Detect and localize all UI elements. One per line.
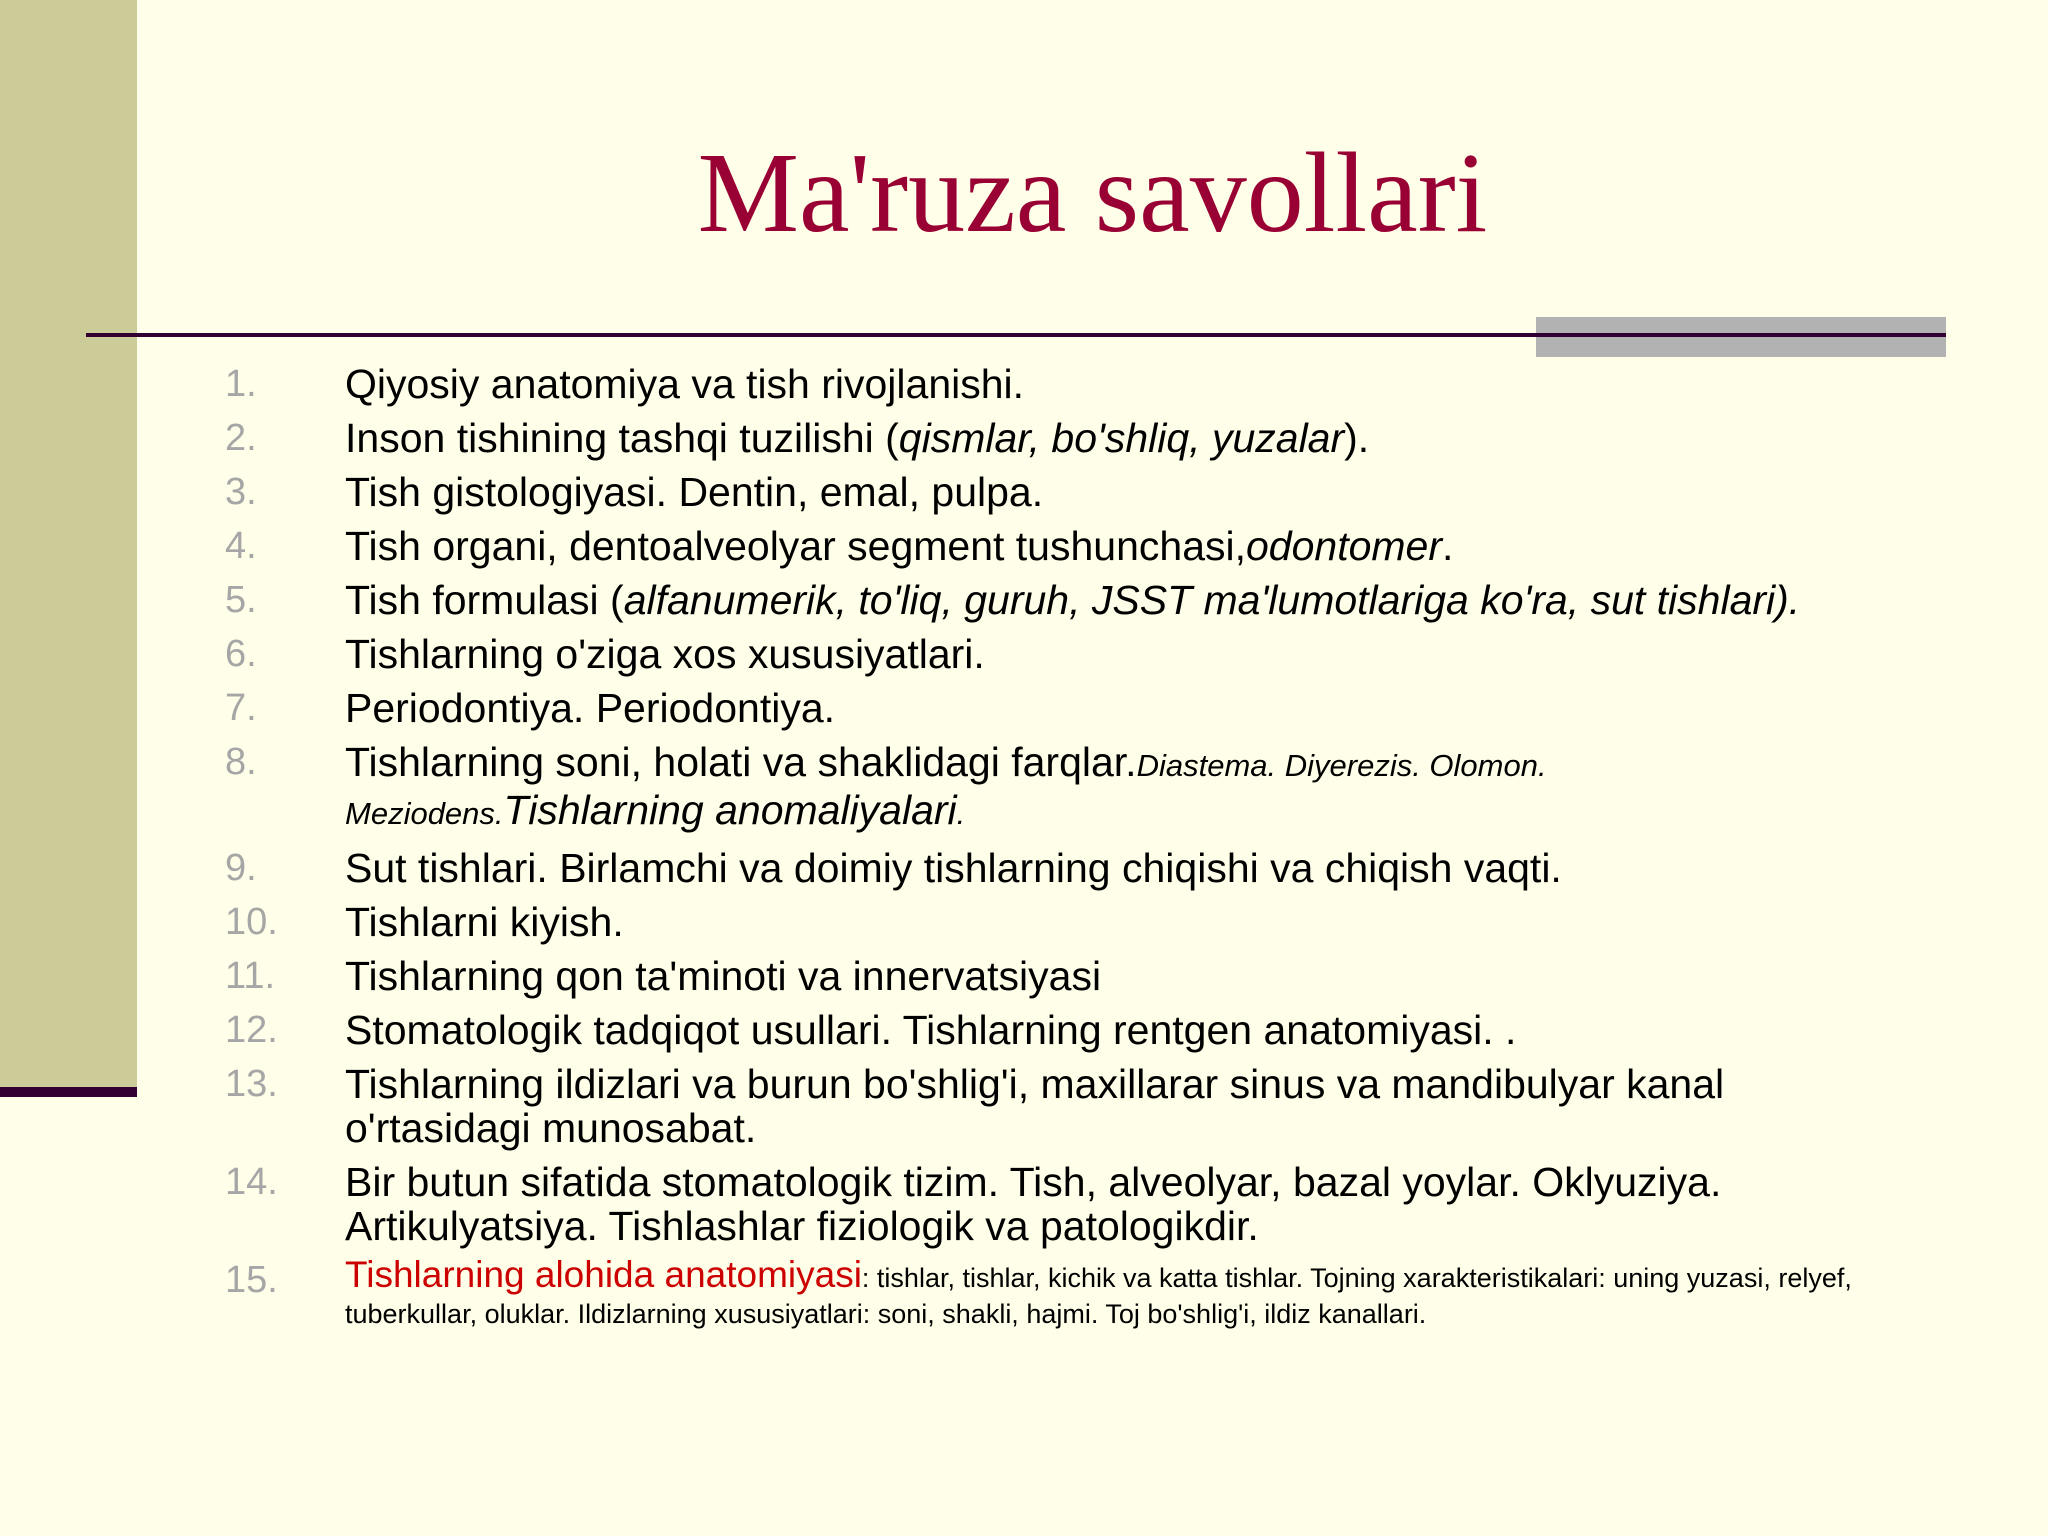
question-text: Tishlarning qon ta'minoti va innervatsiyasi <box>345 953 1102 999</box>
question-number: 9. <box>225 847 257 889</box>
question-item-1 <box>0 362 2048 406</box>
question-text: Stomatologik tadqiqot usullari. Tishlarning rentgen anatomiyasi. . <box>345 1007 1517 1053</box>
question-number: 11. <box>225 955 276 997</box>
question-number: 13. <box>225 1063 278 1105</box>
question-item-14 <box>0 1160 2048 1248</box>
question-item-15 <box>0 1254 2048 1330</box>
question-number: 3. <box>225 471 257 513</box>
question-text: Tish formulasi ( <box>345 577 624 623</box>
question-text: Tish organi, dentoalveolyar segment tushunchasi, <box>345 523 1246 569</box>
question-text: Periodontiya. Periodontiya. <box>345 685 836 731</box>
question-text-end: . <box>956 796 966 831</box>
divider-accent-line <box>1536 333 1946 337</box>
question-highlight-text: Tishlarning alohida anatomiyasi <box>345 1254 862 1295</box>
question-number: 8. <box>225 741 257 783</box>
question-text: Inson tishining tashqi tuzilishi ( <box>345 415 899 461</box>
question-small-italic-text: Diastema. Diyerezis. Olomon. Meziodens. <box>345 748 1547 831</box>
question-text: Tish gistologiyasi. Dentin, emal, pulpa. <box>345 469 1044 515</box>
slide-title: Ma'ruza savollari <box>697 129 1488 256</box>
question-italic-text: alfanumerik, to'liq, guruh, JSST ma'lumotlariga ko'ra, sut tishlari). <box>623 577 1801 623</box>
question-item-6 <box>0 632 2048 676</box>
question-italic-text: qismlar, bo'shliq, yuzalar <box>898 415 1345 461</box>
question-text: Tishlarning ildizlari va burun bo'shlig'i, maxillarar sinus va mandibulyar kanal o'rtasidagi munosabat. <box>345 1061 1725 1151</box>
question-list <box>0 362 2048 1340</box>
question-number: 14. <box>225 1161 278 1203</box>
question-text: Tishlarning soni, holati va shaklidagi farqlar. <box>345 739 1137 785</box>
question-item-4 <box>0 524 2048 568</box>
question-item-8 <box>0 740 2048 836</box>
question-text: Bir butun sifatida stomatologik tizim. Tish, alveolyar, bazal yoylar. Oklyuziya. Artikulyatsiya. Tishlashlar fiziologik va patologikdir. <box>345 1159 1722 1249</box>
question-text: Tishlarni kiyish. <box>345 899 624 945</box>
question-item-5 <box>0 578 2048 622</box>
question-text: Sut tishlari. Birlamchi va doimiy tishlarning chiqishi va chiqish vaqti. <box>345 845 1562 891</box>
question-item-12 <box>0 1008 2048 1052</box>
question-number: 2. <box>225 417 257 459</box>
question-number: 15. <box>225 1259 278 1301</box>
question-number: 1. <box>225 363 257 405</box>
question-italic-text: odontomer <box>1246 523 1443 569</box>
question-number: 12. <box>225 1009 278 1051</box>
question-number: 10. <box>225 901 278 943</box>
question-number: 5. <box>225 579 257 621</box>
divider-accent-block <box>1536 317 1946 357</box>
question-item-2 <box>0 416 2048 460</box>
question-number: 7. <box>225 687 257 729</box>
question-number: 6. <box>225 633 257 675</box>
question-item-3 <box>0 470 2048 514</box>
question-italic-text: Tishlarning anomaliyalari <box>503 787 957 833</box>
question-text-end: ). <box>1344 415 1370 461</box>
question-text: Tishlarning o'ziga xos xususiyatlari. <box>345 631 985 677</box>
question-item-13 <box>0 1062 2048 1150</box>
question-item-7 <box>0 686 2048 730</box>
question-text-end: . <box>1442 523 1454 569</box>
question-item-11 <box>0 954 2048 998</box>
question-item-10 <box>0 900 2048 944</box>
question-number: 4. <box>225 525 257 567</box>
question-text: Qiyosiy anatomiya va tish rivojlanishi. <box>345 361 1025 407</box>
question-detail-text: : tishlar, tishlar, kichik va katta tishlar. Tojning xarakteristikalari: uning yuzasi, relyef, tuberkullar, oluklar. Ildizlarning xususiyatlari: soni, shakli, hajmi. Toj bo'shlig'i, ildiz kanallari. <box>345 1263 1852 1329</box>
question-item-9 <box>0 846 2048 890</box>
